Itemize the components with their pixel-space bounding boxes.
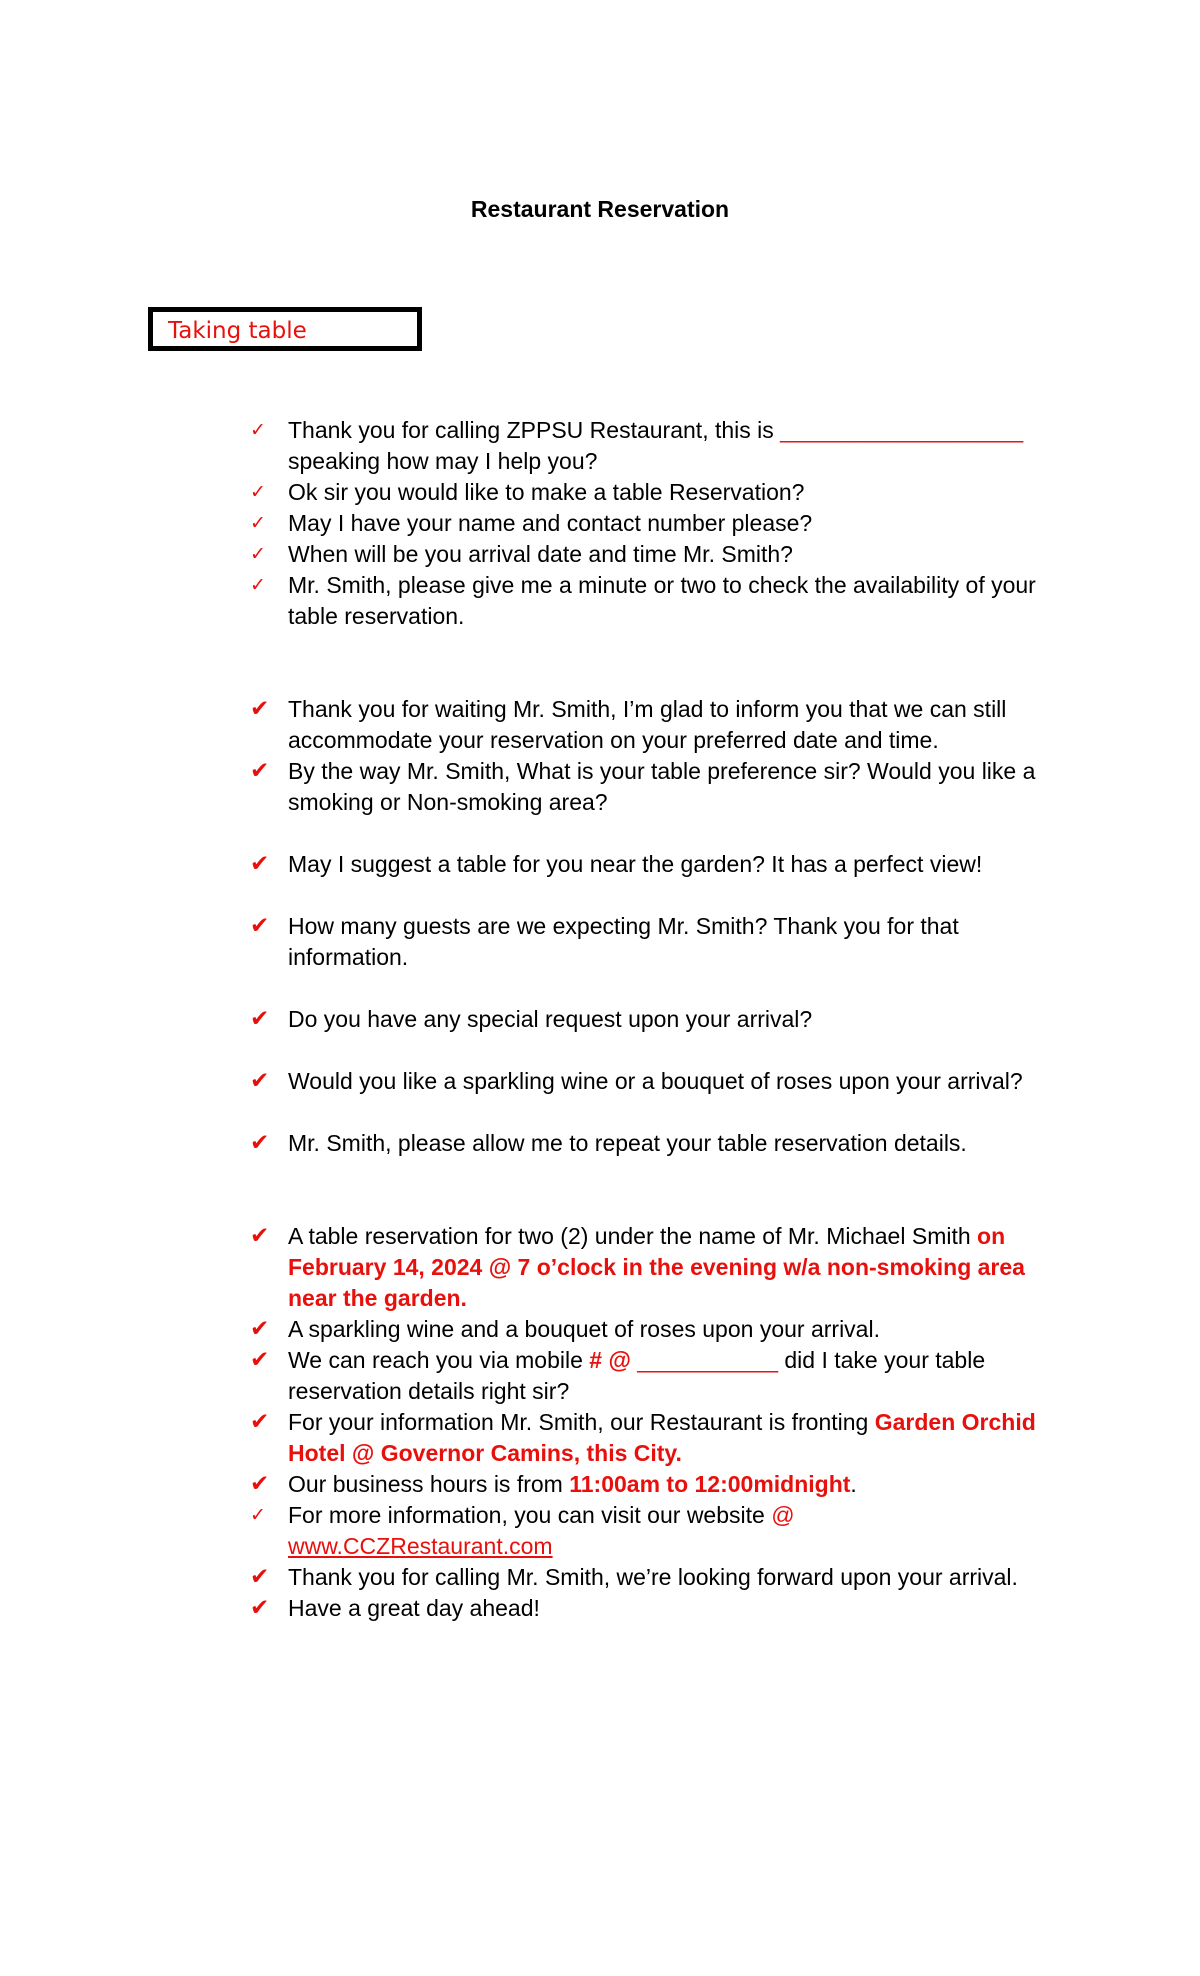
checkmark-icon: ✔ bbox=[250, 1130, 270, 1156]
list-item bbox=[0, 1345, 1078, 1407]
checkmark-icon: ✔ bbox=[250, 1409, 270, 1435]
item-text: For more information, you can visit our website bbox=[288, 1502, 772, 1528]
list-item bbox=[0, 1500, 1078, 1562]
list-item bbox=[0, 1004, 1078, 1035]
list-item bbox=[0, 694, 1078, 756]
name-blank: ___________________ bbox=[780, 417, 1024, 443]
checkmark-icon: ✔ bbox=[250, 758, 270, 784]
list-item bbox=[0, 1407, 1078, 1469]
checkmark-icon: ✓ bbox=[250, 481, 266, 503]
greeting-list bbox=[0, 415, 1200, 632]
item-text: By the way Mr. Smith, What is your table preference sir? Would you like a smoking or Non-smoking area? bbox=[288, 758, 1036, 815]
checkmark-icon: ✔ bbox=[250, 913, 270, 939]
checkmark-icon: ✔ bbox=[250, 1068, 270, 1094]
item-text: How many guests are we expecting Mr. Smith? Thank you for that information. bbox=[288, 913, 959, 970]
list-item bbox=[0, 415, 1078, 477]
item-text: May I have your name and contact number please? bbox=[288, 510, 813, 536]
item-text: Our business hours is from bbox=[288, 1471, 570, 1497]
list-item bbox=[0, 1469, 1078, 1500]
section-label: Taking table bbox=[168, 318, 307, 344]
list-item bbox=[0, 849, 1078, 880]
checkmark-icon: ✔ bbox=[250, 1006, 270, 1032]
section-box bbox=[148, 307, 422, 351]
item-text: Mr. Smith, please give me a minute or two to check the availability of your table reservation. bbox=[288, 572, 1036, 629]
list-item bbox=[0, 911, 1078, 973]
list-item bbox=[0, 1128, 1078, 1159]
location-name: Garden Orchid Hotel @ Governor Camins, this City. bbox=[288, 1409, 1036, 1466]
item-text: A sparkling wine and a bouquet of roses upon your arrival. bbox=[288, 1316, 880, 1342]
item-text: A table reservation for two (2) under the name of Mr. Michael Smith bbox=[288, 1223, 978, 1249]
checkmark-icon: ✔ bbox=[250, 1347, 270, 1373]
item-text: Ok sir you would like to make a table Reservation? bbox=[288, 479, 805, 505]
checkmark-icon: ✔ bbox=[250, 1316, 270, 1342]
checkmark-icon: ✓ bbox=[250, 512, 266, 534]
item-text: For your information Mr. Smith, our Restaurant is fronting bbox=[288, 1409, 875, 1435]
item-text: We can reach you via mobile bbox=[288, 1347, 590, 1373]
website-link[interactable]: www.CCZRestaurant.com bbox=[288, 1533, 553, 1559]
list-item bbox=[0, 1562, 1078, 1593]
list-item bbox=[0, 1221, 1078, 1314]
item-text: May I suggest a table for you near the garden? It has a perfect view! bbox=[288, 851, 983, 877]
list-item bbox=[0, 1314, 1078, 1345]
business-hours: 11:00am to 12:00midnight bbox=[569, 1471, 851, 1497]
list-item bbox=[0, 477, 1078, 508]
item-text: Do you have any special request upon your arrival? bbox=[288, 1006, 813, 1032]
list-item bbox=[0, 1066, 1078, 1097]
checkmark-icon: ✓ bbox=[250, 574, 266, 596]
item-text: Mr. Smith, please allow me to repeat your table reservation details. bbox=[288, 1130, 967, 1156]
website-at: @ bbox=[771, 1502, 795, 1528]
list-item bbox=[0, 1593, 1078, 1624]
mobile-symbol: # @ bbox=[589, 1347, 631, 1373]
item-text: Thank you for calling Mr. Smith, we’re looking forward upon your arrival. bbox=[288, 1564, 1018, 1590]
list-item bbox=[0, 570, 1078, 632]
item-text: Would you like a sparkling wine or a bouquet of roses upon your arrival? bbox=[288, 1068, 1023, 1094]
page-title: Restaurant Reservation bbox=[470, 196, 730, 222]
checkmark-icon: ✔ bbox=[250, 1595, 270, 1621]
reservation-details: on February 14, 2024 @ 7 o’clock in the evening w/a non-smoking area near the garden. bbox=[288, 1223, 1025, 1311]
list-item bbox=[0, 756, 1078, 818]
mobile-blank: ___________ bbox=[630, 1347, 778, 1373]
preference-list bbox=[0, 694, 1200, 1159]
checkmark-icon: ✓ bbox=[250, 543, 266, 565]
checkmark-icon: ✔ bbox=[250, 1564, 270, 1590]
checkmark-icon: ✔ bbox=[250, 696, 270, 722]
list-item bbox=[0, 508, 1078, 539]
list-item bbox=[0, 539, 1078, 570]
checkmark-icon: ✓ bbox=[250, 419, 266, 441]
checkmark-icon: ✓ bbox=[250, 1504, 266, 1526]
item-text: Thank you for calling ZPPSU Restaurant, this is bbox=[288, 417, 781, 443]
item-text: . bbox=[850, 1471, 857, 1497]
checkmark-icon: ✔ bbox=[250, 1223, 270, 1249]
item-text: When will be you arrival date and time Mr. Smith? bbox=[288, 541, 793, 567]
item-text: did I take your table reservation details right sir? bbox=[288, 1347, 986, 1404]
checkmark-icon: ✔ bbox=[250, 851, 270, 877]
item-text: Have a great day ahead! bbox=[288, 1595, 540, 1621]
item-text: Thank you for waiting Mr. Smith, I’m glad to inform you that we can still accommodate your reservation on your preferred date and time. bbox=[288, 696, 1007, 753]
checkmark-icon: ✔ bbox=[250, 1471, 270, 1497]
confirmation-list bbox=[0, 1221, 1200, 1624]
item-text: speaking how may I help you? bbox=[288, 448, 598, 474]
